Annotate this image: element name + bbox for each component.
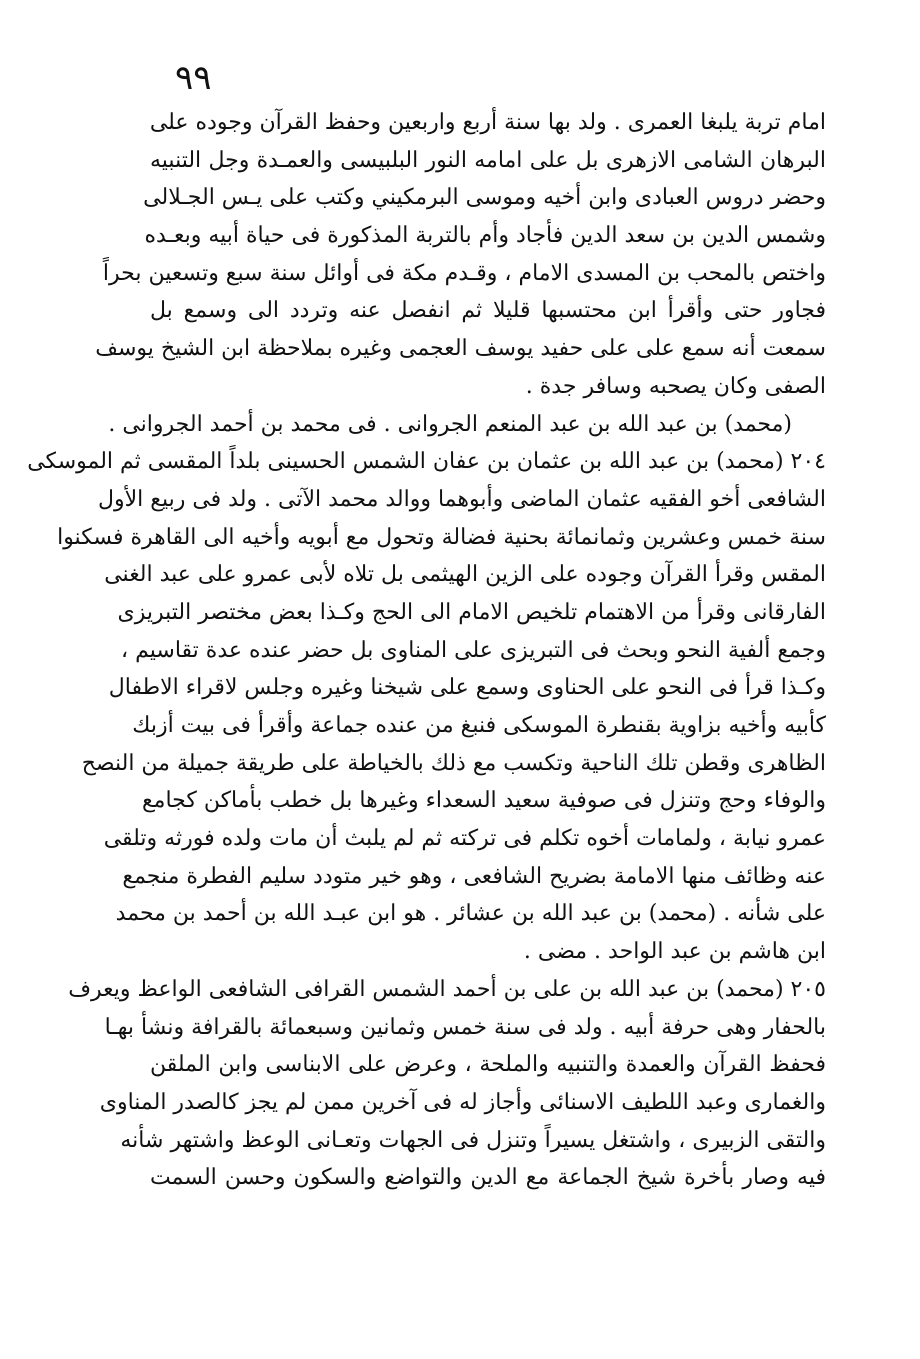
- text-line: والغمارى وعبد اللطيف الاسنائى وأجاز له فى آخرين ممن لم يجز كالصدر المناوى: [99, 1089, 826, 1115]
- body-text: [27, 104, 826, 1197]
- entry-heading-line: ٢٠٥ (محمد) بن عبد الله بن على بن أحمد الشمس القرافى الشافعى الواعظ ويعرف: [68, 976, 826, 1002]
- text-line: بالحفار وهى حرفة أبيه . ولد فى سنة خمس وثمانين وسبعمائة بالقرافة ونشأ بهـا: [104, 1014, 826, 1040]
- text-line: وشمس الدين بن سعد الدين فأجاد وأم بالتربة المذكورة فى حياة أبيه وبعـده: [144, 223, 826, 249]
- text-line: واختص بالمحب بن المسدى الامام ، وقـدم مكة فى أوائل سنة سبع وتسعين بحراً: [102, 260, 826, 286]
- text-line: البرهان الشامى الازهرى بل على امامه النور البلبيسى والعمـدة وجل التنبيه: [150, 147, 826, 173]
- text-line: المقس وقرأ القرآن وجوده على الزين الهيثمى بل تلاه لأبى عمرو على عبد الغنى: [104, 562, 826, 588]
- text-line: وحضر دروس العبادى وابن أخيه وموسى البرمكيني وكتب على يـس الجـلالى: [143, 185, 826, 211]
- page-number: ٩٩: [175, 58, 212, 98]
- entry-heading-line: (محمد) بن عبد الله بن عبد المنعم الجروانى . فى محمد بن أحمد الجروانى .: [108, 411, 792, 437]
- text-line: سمعت أنه سمع على على حفيد يوسف العجمى وغيره بملاحظة ابن الشيخ يوسف: [95, 336, 826, 362]
- text-line: سنة خمس وعشرين وثمانمائة بحنية فضالة وتحول مع أبويه وأخيه الى القاهرة فسكنوا: [57, 524, 826, 550]
- text-line: الفارقانى وقرأ من الاهتمام تلخيص الامام الى الحج وكـذا بعض مختصر التبريزى: [117, 599, 826, 625]
- text-line: والوفاء وحج وتنزل فى صوفية سعيد السعداء وغيرها بل خطب بأماكن كجامع: [141, 788, 826, 814]
- text-line: عنه وظائف منها الامامة بضريح الشافعى ، وهو خير متودد سليم الفطرة منجمع: [122, 863, 826, 889]
- text-line: وكـذا قرأ فى النحو على الحناوى وسمع على شيخنا وغيره وجلس لاقراء الاطفال: [108, 675, 826, 701]
- text-line: عمرو نيابة ، ولمامات أخوه تكلم فى تركته ثم لم يلبث أن مات ولده فورثه وتلقى: [103, 826, 826, 852]
- entry-heading-line: ٢٠٤ (محمد) بن عبد الله بن عثمان بن عفان الشمس الحسينى بلداً المقسى ثم الموسكى: [27, 449, 826, 475]
- text-line: فحفظ القرآن والعمدة والتنبيه والملحة ، وعرض على الابناسى وابن الملقن: [150, 1052, 826, 1078]
- text-line: والتقى الزبيرى ، واشتغل يسيراً وتنزل فى الجهات وتعـانى الوعظ واشتهر شأنه: [120, 1127, 826, 1153]
- text-line: كأبيه وأخيه بزاوية بقنطرة الموسكى فنبغ من عنده جماعة وأقرأ فى بيت أزبك: [132, 713, 826, 738]
- text-line: فيه وصار بأخرة شيخ الجماعة مع الدين والتواضع والسكون وحسن السمت: [150, 1165, 826, 1191]
- text-line: الظاهرى وقطن تلك الناحية وتكسب مع ذلك بالخياطة على طريقة جميلة من النصح: [81, 750, 826, 776]
- text-line: ابن هاشم بن عبد الواحد . مضى .: [523, 939, 826, 965]
- text-line: فجاور حتى وأقرأ ابن محتسبها قليلا ثم انفصل عنه وتردد الى وسمع بل: [150, 298, 826, 324]
- text-line: وجمع ألفية النحو وبحث فى التبريزى على المناوى بل حضر عنده عدة تقاسيم ،: [121, 637, 826, 663]
- text-line: الصفى وكان يصحبه وسافر جدة .: [525, 373, 826, 399]
- text-line: امام تربة يلبغا العمرى . ولد بها سنة أربع واربعين وحفظ القرآن وجوده على: [149, 110, 826, 135]
- text-line: على شأنه . (محمد) بن عبد الله بن عشائر . هو ابن عبـد الله بن أحمد بن محمد: [115, 901, 826, 927]
- text-line: الشافعى أخو الفقيه عثمان الماضى وأبوهما ووالد محمد الآتى . ولد فى ربيع الأول: [97, 486, 826, 512]
